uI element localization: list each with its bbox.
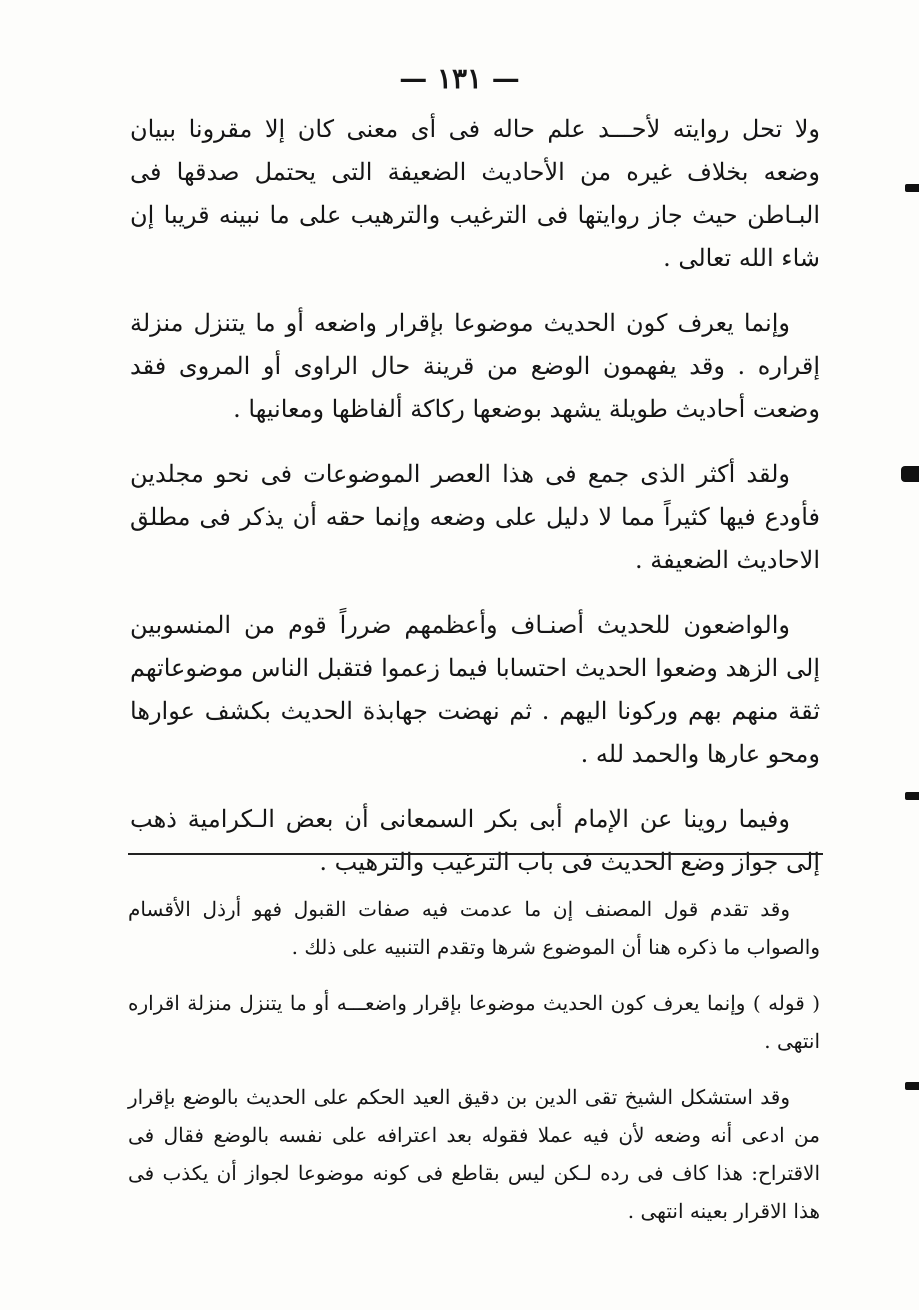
- scan-edge-mark: [901, 466, 919, 482]
- body-paragraph-3: ولقد أكثر الذى جمع فى هذا العصر الموضوعات فى نحو مجلدين فأودع فيها كثيراً مما لا دليل على وضعه وإنما حقه أن يذكر فى مطلق الاحاديث الضعيفة .: [130, 460, 820, 574]
- body-paragraph-5: وفيما روينا عن الإمام أبى بكر السمعانى أن بعض الـكرامية ذهب إلى جواز وضع الحديث فى باب الترغيب والترهيب .: [130, 805, 820, 876]
- body-paragraph-2: وإنما يعرف كون الحديث موضوعا بإقرار واضعه أو ما يتنزل منزلة إقراره . وقد يفهمون الوضع من قرينة حال الراوى أو المروى فقد وضعت أحاديث طويلة يشهد بوضعها ركاكة ألفاظها ومعانيها .: [130, 309, 820, 423]
- page-number: — ١٣١ —: [399, 62, 520, 95]
- body-paragraph-1: ولا تحل روايته لأحـــد علم حاله فى أى معنى كان إلا مقرونا ببيان وضعه بخلاف غيره من الأحاديث الضعيفة التى يحتمل صدقها فى البـاطن حيث جاز روايتها فى الترغيب والترهيب على ما نبينه قريبا إن شاء الله تعالى .: [130, 115, 821, 272]
- footnotes: [128, 890, 820, 1248]
- main-text: [130, 108, 820, 906]
- footnote-divider: [128, 853, 823, 855]
- footnote-paragraph-2: ( قوله ) وإنما يعرف كون الحديث موضوعا بإقرار واضعـــه أو ما يتنزل منزلة اقراره انتهى .: [128, 991, 820, 1053]
- footnote-paragraph-1: وقد تقدم قول المصنف إن ما عدمت فيه صفات القبول فهو أرذل الأقسام والصواب ما ذكره هنا أن الموضوع شرها وتقدم التنبيه على ذلك .: [128, 897, 820, 959]
- scan-edge-mark: [905, 184, 919, 192]
- scan-edge-mark: [905, 792, 919, 800]
- footnote-paragraph-3: وقد استشكل الشيخ تقى الدين بن دقيق العيد الحكم على الحديث بالوضع بإقرار من ادعى أنه وضعه لأن فيه عملا فقوله بعد اعترافه على نفسه بالوضع فقال فى الاقتراح: هذا كاف فى رده لـكن ليس بقاطع فى كونه موضوعا لجواز أن يكذب فى هذا الاقرار بعينه انتهى .: [128, 1085, 820, 1223]
- body-paragraph-4: والواضعون للحديث أصنـاف وأعظمهم ضرراً قوم من المنسوبين إلى الزهد وضعوا الحديث احتسابا فيما زعموا فتقبل الناس موضوعاتهم ثقة منهم بهم وركونا اليهم . ثم نهضت جهابذة الحديث بكشف عوارها ومحو عارها والحمد لله .: [130, 611, 820, 768]
- scan-edge-mark: [905, 1082, 919, 1090]
